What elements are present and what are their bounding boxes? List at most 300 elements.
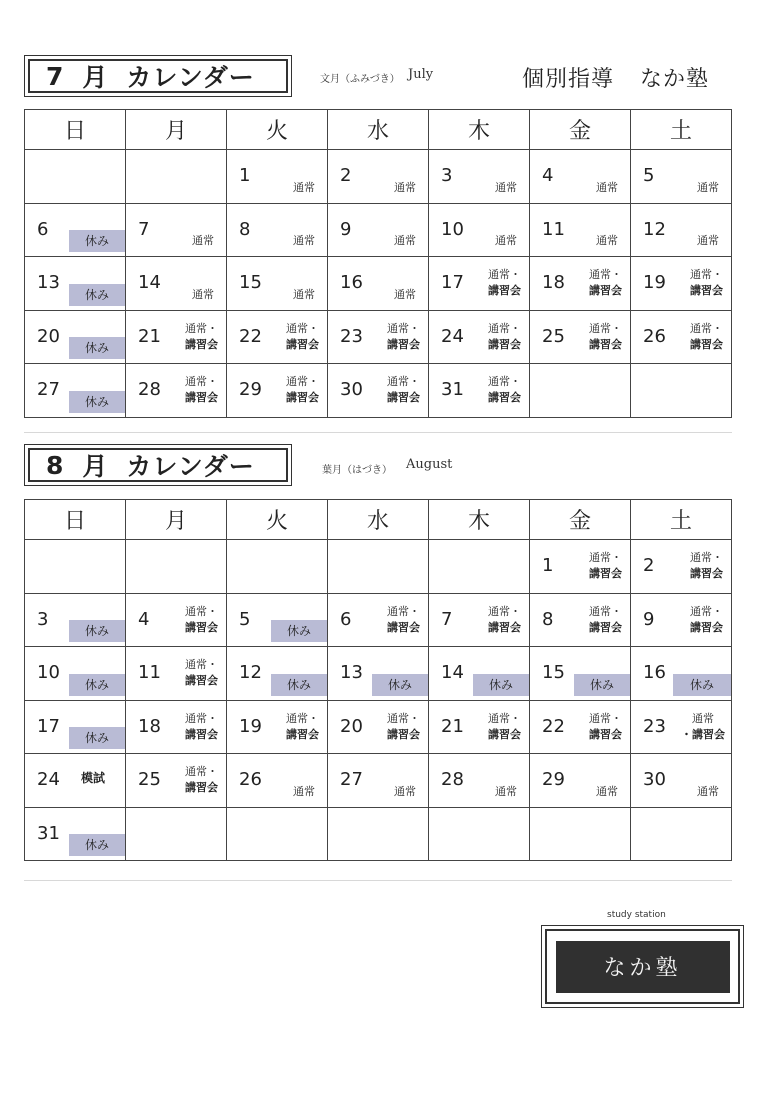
day-number: 25 <box>542 325 565 347</box>
regular-class-label: 通常 <box>394 287 416 301</box>
regular-and-seminar-label <box>185 374 218 406</box>
holiday-band: 休み <box>473 674 529 696</box>
august-title-box <box>24 444 292 486</box>
empty-day-cell <box>631 807 732 861</box>
day-cell <box>328 754 429 808</box>
day-number: 7 <box>138 218 150 240</box>
day-number: 6 <box>340 608 352 630</box>
empty-day-cell <box>429 807 530 861</box>
label-line-2: 講習会 <box>387 727 420 741</box>
day-cell <box>530 647 631 701</box>
day-number: 10 <box>441 218 464 240</box>
label-line-2: ・講習会 <box>681 727 725 741</box>
july-title-box <box>24 55 292 97</box>
logo-inner-frame <box>545 929 740 1004</box>
day-number: 15 <box>239 272 262 293</box>
week-row <box>25 807 732 861</box>
weekday-header: 月 <box>126 110 227 150</box>
day-number: 24 <box>37 769 60 790</box>
day-number: 30 <box>340 379 363 400</box>
day-cell <box>227 310 328 364</box>
day-cell <box>227 257 328 311</box>
footer-divider <box>24 880 732 881</box>
day-cell <box>126 700 227 754</box>
label-line-2: 講習会 <box>185 337 218 351</box>
regular-and-seminar-label <box>286 711 319 743</box>
day-number: 13 <box>340 662 363 683</box>
day-number: 21 <box>138 325 161 347</box>
empty-day-cell <box>227 540 328 594</box>
holiday-band: 休み <box>69 284 125 306</box>
holiday-band: 休み <box>69 674 125 696</box>
regular-class-label: 通常 <box>394 234 416 247</box>
label-line-1: 通常・ <box>387 604 420 618</box>
weekday-header: 木 <box>429 500 530 540</box>
day-cell <box>530 700 631 754</box>
day-cell <box>25 310 126 364</box>
regular-and-seminar-label <box>488 374 521 406</box>
label-line-2: 講習会 <box>387 337 420 351</box>
day-number: 27 <box>37 379 60 400</box>
holiday-band: 休み <box>69 620 125 642</box>
regular-class-label: 通常 <box>495 180 517 194</box>
week-row <box>25 364 732 418</box>
regular-class-label: 通常 <box>697 234 719 247</box>
day-cell <box>227 647 328 701</box>
week-row <box>25 310 732 364</box>
day-number: 29 <box>239 379 262 400</box>
regular-and-seminar-label <box>589 550 622 582</box>
day-number: 17 <box>441 272 464 293</box>
august-title-word: カレンダー <box>126 452 255 481</box>
week-row <box>25 203 732 257</box>
day-number: 19 <box>239 715 262 737</box>
day-cell <box>328 647 429 701</box>
week-row <box>25 540 732 594</box>
day-cell <box>25 203 126 257</box>
day-number: 30 <box>643 769 666 790</box>
august-calendar-grid <box>24 499 732 861</box>
regular-and-seminar-label <box>387 711 420 743</box>
day-cell <box>25 364 126 418</box>
label-line-2: 講習会 <box>286 337 319 351</box>
empty-day-cell <box>530 807 631 861</box>
weekday-header: 金 <box>530 110 631 150</box>
empty-day-cell <box>25 540 126 594</box>
day-cell <box>530 150 631 204</box>
label-line-1: 通常・ <box>589 711 622 725</box>
regular-class-label: 通常 <box>192 234 214 247</box>
label-line-1: 通常・ <box>387 321 420 335</box>
label-line-2: 講習会 <box>185 674 218 687</box>
day-number: 3 <box>37 608 49 630</box>
regular-class-label: 通常 <box>394 784 416 798</box>
day-number: 21 <box>441 715 464 737</box>
day-cell <box>530 257 631 311</box>
regular-and-seminar-label <box>185 604 218 636</box>
regular-class-label: 通常 <box>293 180 315 194</box>
label-line-1: 通常・ <box>286 711 319 725</box>
august-old-name: 葉月（はづき） <box>322 465 392 476</box>
label-line-1: 通常・ <box>286 321 319 335</box>
holiday-band: 休み <box>69 337 125 359</box>
day-cell <box>227 700 328 754</box>
label-line-1: 通常・ <box>185 375 218 388</box>
weekday-header: 日 <box>25 500 126 540</box>
day-cell <box>429 364 530 418</box>
day-cell <box>126 257 227 311</box>
label-line-1: 通常・ <box>690 321 723 335</box>
label-line-1: 通常・ <box>488 268 521 281</box>
day-cell <box>328 310 429 364</box>
label-line-1: 通常・ <box>488 375 521 388</box>
day-number: 14 <box>441 662 464 683</box>
empty-day-cell <box>328 807 429 861</box>
day-number: 17 <box>37 715 60 737</box>
day-number: 1 <box>239 165 251 186</box>
day-cell <box>227 203 328 257</box>
day-cell <box>429 754 530 808</box>
empty-day-cell <box>429 540 530 594</box>
label-line-1: 通常・ <box>286 375 319 388</box>
day-number: 11 <box>138 662 161 683</box>
day-cell <box>429 700 530 754</box>
regular-and-seminar-label <box>690 321 723 353</box>
day-number: 15 <box>542 662 565 683</box>
day-number: 18 <box>542 272 565 293</box>
day-number: 11 <box>542 218 565 240</box>
label-line-2: 講習会 <box>488 620 521 634</box>
day-number: 10 <box>37 662 60 683</box>
day-cell <box>631 540 732 594</box>
week-row <box>25 257 732 311</box>
day-number: 7 <box>441 608 453 630</box>
holiday-band: 休み <box>69 834 125 856</box>
label-line-1: 通常・ <box>589 268 622 281</box>
day-cell <box>631 257 732 311</box>
day-cell <box>126 593 227 647</box>
label-line-2: 講習会 <box>488 337 521 351</box>
august-english-name: August <box>406 457 453 472</box>
day-number: 29 <box>542 769 565 790</box>
weekday-header: 水 <box>328 500 429 540</box>
regular-class-label: 通常 <box>293 234 315 247</box>
day-number: 2 <box>643 555 655 576</box>
day-cell <box>126 647 227 701</box>
label-line-1: 通常 <box>692 711 714 725</box>
regular-and-seminar-label <box>488 604 521 636</box>
day-cell <box>429 203 530 257</box>
label-line-2: 講習会 <box>185 781 218 794</box>
regular-and-seminar-label <box>589 604 622 636</box>
day-cell <box>328 257 429 311</box>
day-number: 2 <box>340 165 352 186</box>
label-line-1: 通常・ <box>387 711 420 725</box>
label-line-2: 講習会 <box>488 727 521 741</box>
regular-and-seminar-label <box>185 711 218 743</box>
regular-and-seminar-label <box>387 604 420 636</box>
holiday-band: 休み <box>69 727 125 749</box>
empty-day-cell <box>227 807 328 861</box>
day-cell <box>25 700 126 754</box>
label-line-2: 講習会 <box>589 620 622 634</box>
day-cell <box>429 257 530 311</box>
day-cell <box>429 150 530 204</box>
day-cell <box>429 310 530 364</box>
weekday-header-row <box>25 500 732 540</box>
day-number: 16 <box>643 662 666 683</box>
regular-and-seminar-label <box>488 321 521 353</box>
regular-class-label: 通常 <box>495 784 517 798</box>
day-number: 5 <box>643 165 655 186</box>
regular-and-seminar-label <box>185 657 218 689</box>
week-row <box>25 150 732 204</box>
regular-class-label: 通常 <box>192 287 214 301</box>
label-line-2: 講習会 <box>185 727 218 741</box>
regular-and-seminar-label <box>286 321 319 353</box>
label-line-2: 講習会 <box>286 727 319 741</box>
day-cell <box>25 647 126 701</box>
july-title-word: カレンダー <box>126 63 255 92</box>
regular-and-seminar-label <box>690 604 723 636</box>
day-cell <box>631 700 732 754</box>
regular-and-seminar-label <box>690 550 723 582</box>
day-cell <box>631 150 732 204</box>
regular-class-label: 通常 <box>394 180 416 194</box>
day-number: 12 <box>239 662 262 683</box>
day-number: 26 <box>239 769 262 790</box>
regular-and-seminar-label <box>286 374 319 406</box>
weekday-header: 水 <box>328 110 429 150</box>
label-line-2: 講習会 <box>589 337 622 351</box>
regular-and-seminar-label <box>589 711 622 743</box>
day-cell <box>429 593 530 647</box>
label-line-1: 通常・ <box>690 604 723 618</box>
week-row <box>25 647 732 701</box>
regular-class-label: 通常 <box>697 180 719 194</box>
day-number: 8 <box>239 218 251 240</box>
day-number: 3 <box>441 165 453 186</box>
holiday-band: 休み <box>69 230 125 252</box>
day-cell <box>328 203 429 257</box>
day-cell <box>631 647 732 701</box>
school-name <box>522 62 709 93</box>
school-name-part-1: 個別指導 <box>522 67 615 92</box>
day-cell <box>530 593 631 647</box>
day-number: 20 <box>340 715 363 737</box>
regular-and-seminar-label <box>589 321 622 353</box>
label-line-1: 通常・ <box>589 604 622 618</box>
regular-class-label: 通常 <box>495 234 517 247</box>
label-line-1: 通常・ <box>387 375 420 388</box>
day-cell <box>126 364 227 418</box>
weekday-header: 月 <box>126 500 227 540</box>
august-title <box>28 448 288 482</box>
day-cell <box>25 807 126 861</box>
empty-day-cell <box>126 540 227 594</box>
day-cell <box>25 593 126 647</box>
day-cell <box>328 364 429 418</box>
day-number: 4 <box>542 165 554 186</box>
label-line-1: 通常・ <box>488 321 521 335</box>
day-number: 20 <box>37 325 60 347</box>
regular-class-label: 通常 <box>596 234 618 247</box>
holiday-band: 休み <box>372 674 428 696</box>
day-cell <box>227 364 328 418</box>
day-number: 1 <box>542 555 554 576</box>
day-number: 31 <box>441 379 464 400</box>
label-line-1: 通常・ <box>589 551 622 564</box>
empty-day-cell <box>631 364 732 418</box>
day-cell <box>25 754 126 808</box>
regular-and-seminar-label <box>488 711 521 743</box>
label-line-1: 通常・ <box>488 711 521 725</box>
day-number: 23 <box>643 715 666 737</box>
holiday-band: 休み <box>271 674 327 696</box>
day-cell <box>25 257 126 311</box>
day-cell <box>227 593 328 647</box>
july-title <box>28 59 288 93</box>
label-line-2: 講習会 <box>690 620 723 634</box>
week-row <box>25 593 732 647</box>
day-number: 22 <box>239 325 262 347</box>
regular-class-label: 通常 <box>293 784 315 798</box>
july-calendar-grid <box>24 109 732 418</box>
day-cell <box>328 700 429 754</box>
day-number: 6 <box>37 218 49 240</box>
label-line-2: 講習会 <box>185 391 218 404</box>
label-line-2: 講習会 <box>589 567 622 580</box>
label-line-1: 通常・ <box>185 711 218 725</box>
day-number: 28 <box>138 379 161 400</box>
day-cell <box>530 540 631 594</box>
day-cell <box>631 593 732 647</box>
day-number: 12 <box>643 218 666 240</box>
day-cell <box>530 203 631 257</box>
label-line-2: 講習会 <box>185 620 218 634</box>
label-line-2: 講習会 <box>690 567 723 580</box>
logo-frame <box>541 925 744 1008</box>
label-line-2: 講習会 <box>387 391 420 404</box>
day-cell <box>126 754 227 808</box>
july-month-number: 7 <box>46 61 65 91</box>
august-month-kanji: 月 <box>82 452 109 481</box>
day-cell <box>530 310 631 364</box>
day-number: 9 <box>643 608 655 630</box>
empty-day-cell <box>25 150 126 204</box>
weekday-header-row <box>25 110 732 150</box>
label-line-1: 通常・ <box>488 604 521 618</box>
label-line-2: 講習会 <box>589 727 622 741</box>
day-cell <box>227 754 328 808</box>
august-month-number: 8 <box>46 450 65 480</box>
week-row <box>25 754 732 808</box>
weekday-header: 火 <box>227 110 328 150</box>
regular-and-seminar-label <box>387 374 420 406</box>
weekday-header: 土 <box>631 110 732 150</box>
label-line-1: 通常・ <box>589 321 622 335</box>
regular-and-seminar-label <box>185 764 218 796</box>
day-number: 5 <box>239 608 251 630</box>
regular-class-label: 通常 <box>596 180 618 194</box>
regular-class-label: 通常 <box>697 784 719 798</box>
day-cell <box>227 150 328 204</box>
regular-and-seminar-label <box>488 267 521 299</box>
regular-and-seminar-label <box>681 711 725 743</box>
day-number: 13 <box>37 272 60 293</box>
school-name-part-2: なか塾 <box>640 67 710 92</box>
label-line-2: 講習会 <box>589 284 622 297</box>
day-number: 4 <box>138 608 150 630</box>
regular-class-label: 通常 <box>293 287 315 301</box>
day-cell <box>631 310 732 364</box>
weekday-header: 土 <box>631 500 732 540</box>
day-number: 23 <box>340 325 363 347</box>
day-cell <box>631 203 732 257</box>
day-number: 8 <box>542 608 554 630</box>
july-month-kanji: 月 <box>82 63 109 92</box>
weekday-header: 日 <box>25 110 126 150</box>
day-cell <box>530 754 631 808</box>
day-cell <box>328 150 429 204</box>
day-cell <box>631 754 732 808</box>
day-number: 31 <box>37 822 60 844</box>
empty-day-cell <box>530 364 631 418</box>
weekday-header: 木 <box>429 110 530 150</box>
empty-day-cell <box>328 540 429 594</box>
weekday-header: 金 <box>530 500 631 540</box>
day-cell <box>126 203 227 257</box>
regular-class-label: 通常 <box>596 784 618 798</box>
study-station-label: study station <box>607 910 666 920</box>
day-number: 27 <box>340 769 363 790</box>
day-number: 22 <box>542 715 565 737</box>
holiday-band: 休み <box>673 674 731 696</box>
day-number: 25 <box>138 769 161 790</box>
label-line-1: 通常・ <box>690 268 723 281</box>
label-line-2: 講習会 <box>488 284 521 297</box>
regular-and-seminar-label <box>185 321 218 353</box>
day-cell <box>429 647 530 701</box>
day-number: 24 <box>441 325 464 347</box>
regular-and-seminar-label <box>589 267 622 299</box>
holiday-band: 休み <box>271 620 327 642</box>
label-line-2: 講習会 <box>488 391 521 404</box>
day-number: 9 <box>340 218 352 240</box>
day-number: 16 <box>340 272 363 293</box>
empty-day-cell <box>126 807 227 861</box>
day-cell <box>328 593 429 647</box>
label-line-1: 通常・ <box>185 604 218 618</box>
label-line-2: 講習会 <box>286 391 319 404</box>
holiday-band: 休み <box>69 391 125 413</box>
mock-exam-label: 模試 <box>81 771 106 785</box>
day-number: 18 <box>138 715 161 737</box>
label-line-2: 講習会 <box>690 337 723 351</box>
label-line-1: 通常・ <box>185 765 218 778</box>
day-number: 26 <box>643 325 666 347</box>
section-divider <box>24 432 732 433</box>
label-line-1: 通常・ <box>185 321 218 335</box>
july-old-name: 文月（ふみづき） <box>320 74 400 85</box>
day-cell <box>126 310 227 364</box>
holiday-band: 休み <box>574 674 630 696</box>
weekday-header: 火 <box>227 500 328 540</box>
label-line-2: 講習会 <box>690 284 723 297</box>
empty-day-cell <box>126 150 227 204</box>
day-number: 28 <box>441 769 464 790</box>
july-english-name: July <box>408 67 434 82</box>
